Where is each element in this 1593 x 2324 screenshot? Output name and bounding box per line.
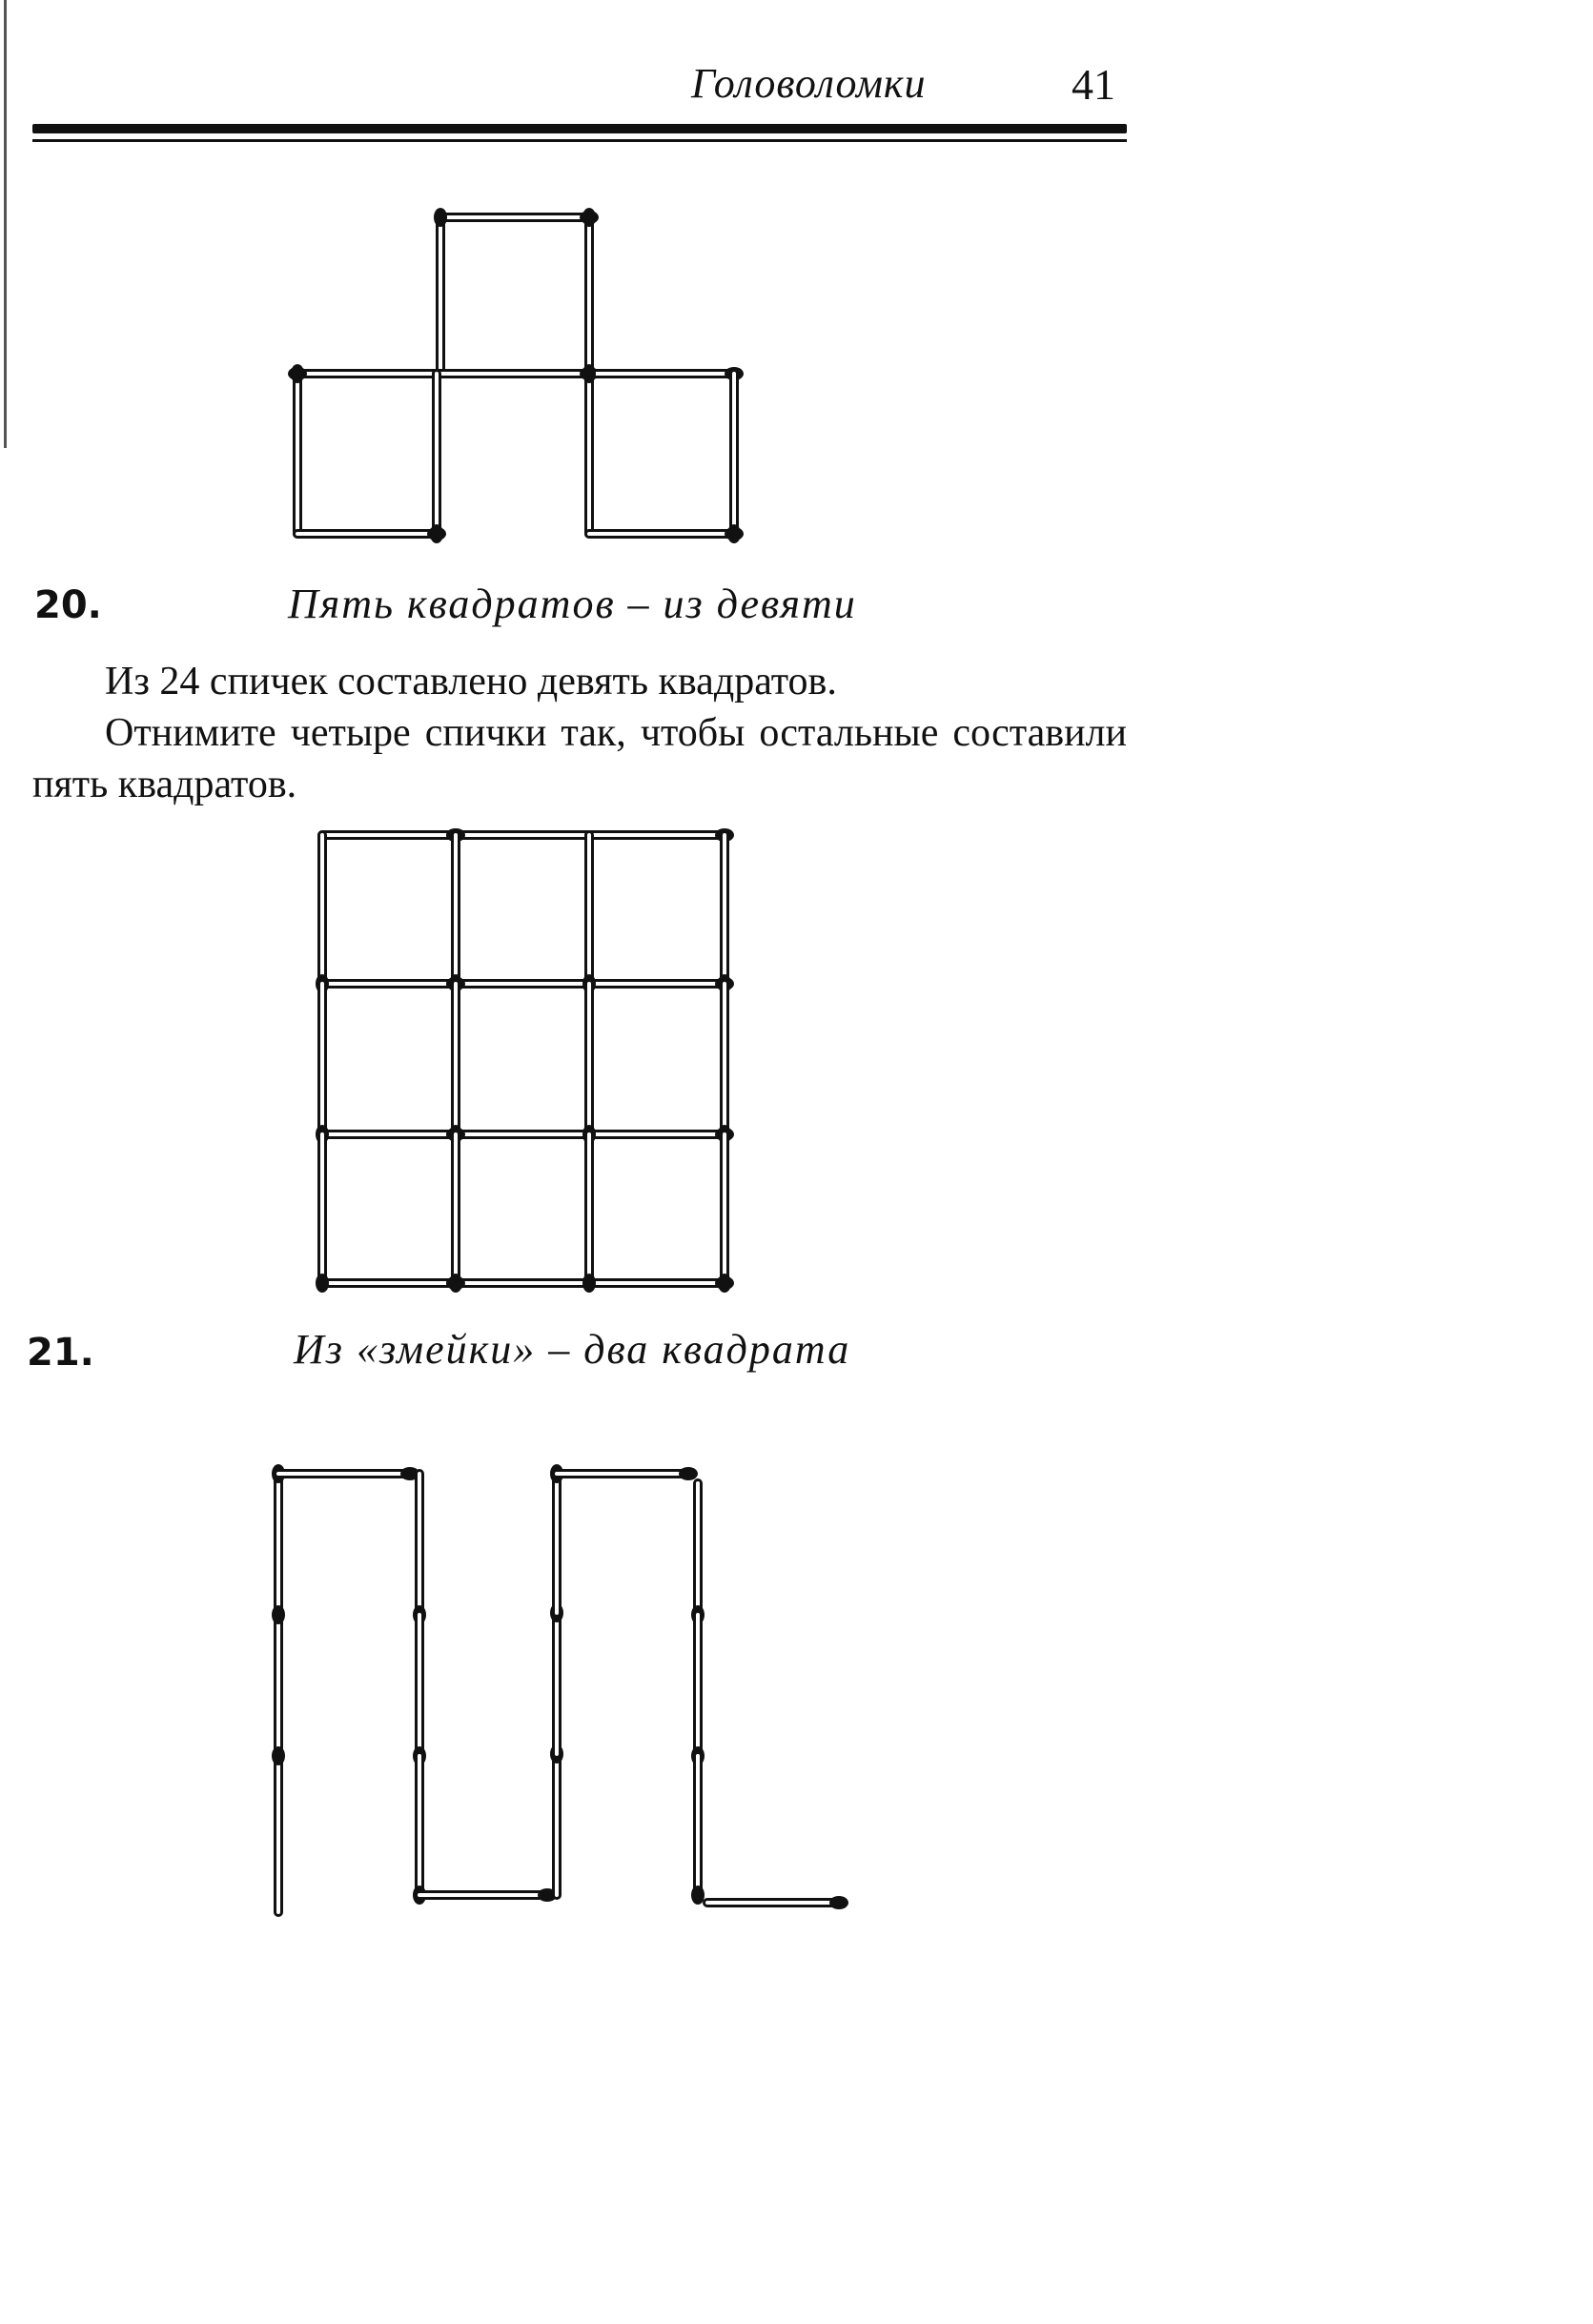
matchstick — [589, 1276, 734, 1290]
matchstick — [446, 1128, 589, 1141]
matchstick — [449, 984, 462, 1144]
matchstick — [718, 984, 731, 1144]
matchstick — [316, 835, 329, 993]
puzzle-20-paragraph-1: Из 24 спичек составлено девять квадратов. — [105, 660, 837, 703]
matchstick — [272, 1746, 285, 1912]
matchstick — [691, 1483, 705, 1624]
match-head — [582, 364, 596, 383]
matchstick — [322, 977, 465, 990]
matchstick — [582, 984, 596, 1144]
matchstick — [322, 828, 465, 842]
matchstick — [272, 1464, 285, 1615]
matchstick — [589, 1128, 734, 1141]
match-head — [691, 1886, 705, 1905]
matchstick — [413, 1474, 426, 1624]
matchstick — [434, 208, 447, 374]
matchstick — [582, 835, 596, 993]
matchstick — [419, 1888, 557, 1902]
match-head — [582, 1274, 596, 1293]
matchstick — [322, 1276, 465, 1290]
matchstick — [316, 1134, 329, 1293]
matchstick — [288, 367, 437, 380]
matchstick — [449, 1134, 462, 1293]
matchstick — [589, 367, 744, 380]
running-title: Головоломки — [691, 60, 927, 107]
puzzle-21-number: 21. — [27, 1331, 94, 1375]
figure-nine-squares-grid — [316, 828, 734, 1293]
matchstick — [691, 1756, 705, 1905]
matchstick — [446, 1276, 589, 1290]
puzzle-20-number: 20. — [34, 583, 102, 627]
matchstick — [582, 364, 596, 534]
page-number: 41 — [1072, 60, 1115, 109]
matchstick — [413, 1615, 426, 1765]
matchstick — [446, 828, 589, 842]
matchstick — [316, 984, 329, 1144]
match-head — [679, 1467, 698, 1480]
matchstick — [272, 1605, 285, 1756]
matchstick — [430, 374, 443, 543]
matchstick — [707, 1896, 848, 1909]
matchstick — [550, 1744, 563, 1895]
match-head — [427, 527, 446, 540]
matchstick — [582, 208, 596, 374]
matchstick — [582, 1134, 596, 1293]
match-head — [316, 1274, 329, 1293]
matchstick — [550, 1464, 563, 1613]
matchstick — [691, 1615, 705, 1765]
matchstick — [589, 527, 744, 540]
matchstick — [437, 367, 599, 380]
puzzle-20-paragraph-2: Отнимите четыре спички так, чтобы остальные составили пять квадратов. — [32, 711, 1127, 806]
matchstick — [413, 1756, 426, 1905]
match-head — [829, 1896, 848, 1909]
matchstick — [449, 835, 462, 993]
match-head — [272, 1746, 285, 1765]
match-head — [582, 208, 596, 227]
matchstick — [446, 977, 589, 990]
match-head — [725, 527, 744, 540]
matchstick — [322, 1128, 465, 1141]
matchstick — [727, 374, 741, 543]
matchstick — [550, 1603, 563, 1754]
match-head — [434, 208, 447, 227]
matchstick — [718, 1134, 731, 1293]
matchstick — [278, 1467, 419, 1480]
match-head — [718, 1274, 731, 1293]
match-head — [449, 1274, 462, 1293]
matchstick — [291, 364, 304, 534]
matchstick — [589, 828, 734, 842]
figure-five-squares — [288, 208, 744, 543]
matchstick — [557, 1467, 698, 1480]
match-head — [272, 1605, 285, 1624]
puzzle-20-title: Пять квадратов – из девяти — [288, 581, 857, 627]
matchstick — [297, 527, 446, 540]
figure-snake — [272, 1464, 848, 1912]
matchstick — [440, 211, 599, 224]
puzzle-21-title: Из «змейки» – два квадрата — [294, 1326, 851, 1373]
match-head — [291, 364, 304, 383]
matchstick — [718, 835, 731, 993]
matchstick — [589, 977, 734, 990]
